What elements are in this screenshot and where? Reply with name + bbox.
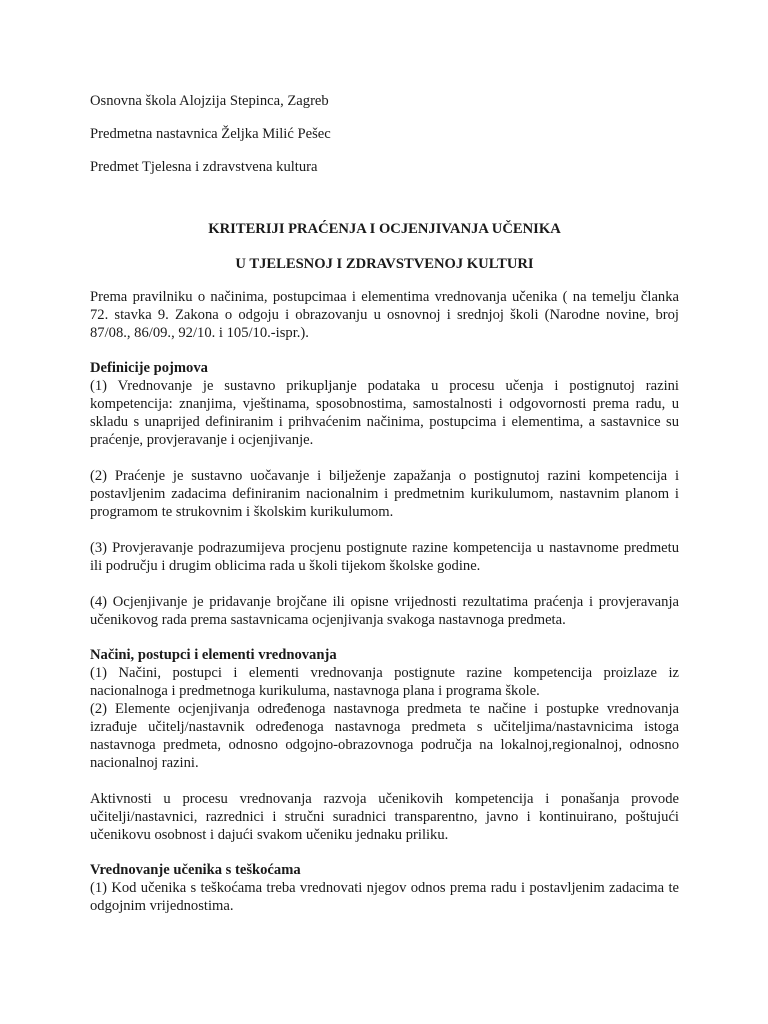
definition-paragraph-4: (4) Ocjenjivanje je pridavanje brojčane ili opisne vrijednosti rezultatima praćenja i provjeravanja učenikovog rada prema sastavnicama ocjenjivanja svakoga nastavnoga predmeta. <box>90 594 679 628</box>
teacher-name: Predmetna nastavnica Željka Milić Pešec <box>90 126 331 142</box>
section-heading-definitions: Definicije pojmova <box>90 360 208 376</box>
document-subtitle: U TJELESNOJ I ZDRAVSTVENOJ KULTURI <box>235 256 534 272</box>
definition-paragraph-1: (1) Vrednovanje je sustavno prikupljanje podataka u procesu učenja i postignutoj razini kompetencija: znanjima, vještinama, sposobnostima, samostalnosti i odgovornosti prema radu, u skladu s unaprijed definiranim i prihvaćenim načinima, postupcima i elementima, a sastavnice su praćenje, provjeravanje i ocjenjivanje. <box>90 378 679 448</box>
section-heading-methods: Načini, postupci i elementi vrednovanja <box>90 647 337 663</box>
definition-paragraph-3: (3) Provjeravanje podrazumijeva procjenu postignute razine kompetencija u nastavnome predmetu ili području i drugim oblicima rada u školi tijekom školske godine. <box>90 540 679 574</box>
document-page <box>90 92 679 915</box>
school-name: Osnovna škola Alojzija Stepinca, Zagreb <box>90 93 329 109</box>
subject-name: Predmet Tjelesna i zdravstvena kultura <box>90 159 318 175</box>
methods-paragraph-1: (1) Načini, postupci i elementi vrednovanja postignute razine kompetencija proizlaze iz nacionalnoga i predmetnoga kurikuluma, nastavnoga plana i programa škole. <box>90 665 679 699</box>
document-title: KRITERIJI PRAĆENJA I OCJENJIVANJA UČENIKA <box>208 221 561 237</box>
methods-paragraph-2: (2) Elemente ocjenjivanja određenoga nastavnoga predmeta te načine i postupke vrednovanja izrađuje učitelj/nastavnik određenoga nastavnoga predmeta s učiteljima/nastavnicima istoga nastavnoga predmeta, odnosno odgojno-obrazovnoga područja na lokalnoj,regionalnoj, odnosno nacionalnoj razini. <box>90 701 679 771</box>
difficulties-paragraph-1: (1) Kod učenika s teškoćama treba vrednovati njegov odnos prema radu i postavljenim zadacima te odgojnim vrijednostima. <box>90 880 679 914</box>
intro-paragraph: Prema pravilniku o načinima, postupcimaa i elementima vrednovanja učenika ( na temelju članka 72. stavka 9. Zakona o odgoju i obrazovanju u osnovnoj i srednjoj školi (Narodne novine, broj 87/08., 86/09., 92/10. i 105/10.-ispr.). <box>90 289 679 341</box>
activities-paragraph: Aktivnosti u procesu vrednovanja razvoja učenikovih kompetencija i ponašanja provode učitelji/nastavnici, razrednici i stručni suradnici transparentno, javno i kontinuirano, poštujući učenikovu osobnost i dajući svakom učeniku jednaku priliku. <box>90 791 679 843</box>
section-heading-difficulties: Vrednovanje učenika s teškoćama <box>90 862 301 878</box>
definition-paragraph-2: (2) Praćenje je sustavno uočavanje i bilježenje zapažanja o postignutoj razini kompetencija i postavljenim zadacima definiranim nacionalnim i predmetnim kurikulumom, nastavnim planom i programom te strukovnim i školskim kurikulumom. <box>90 468 679 520</box>
